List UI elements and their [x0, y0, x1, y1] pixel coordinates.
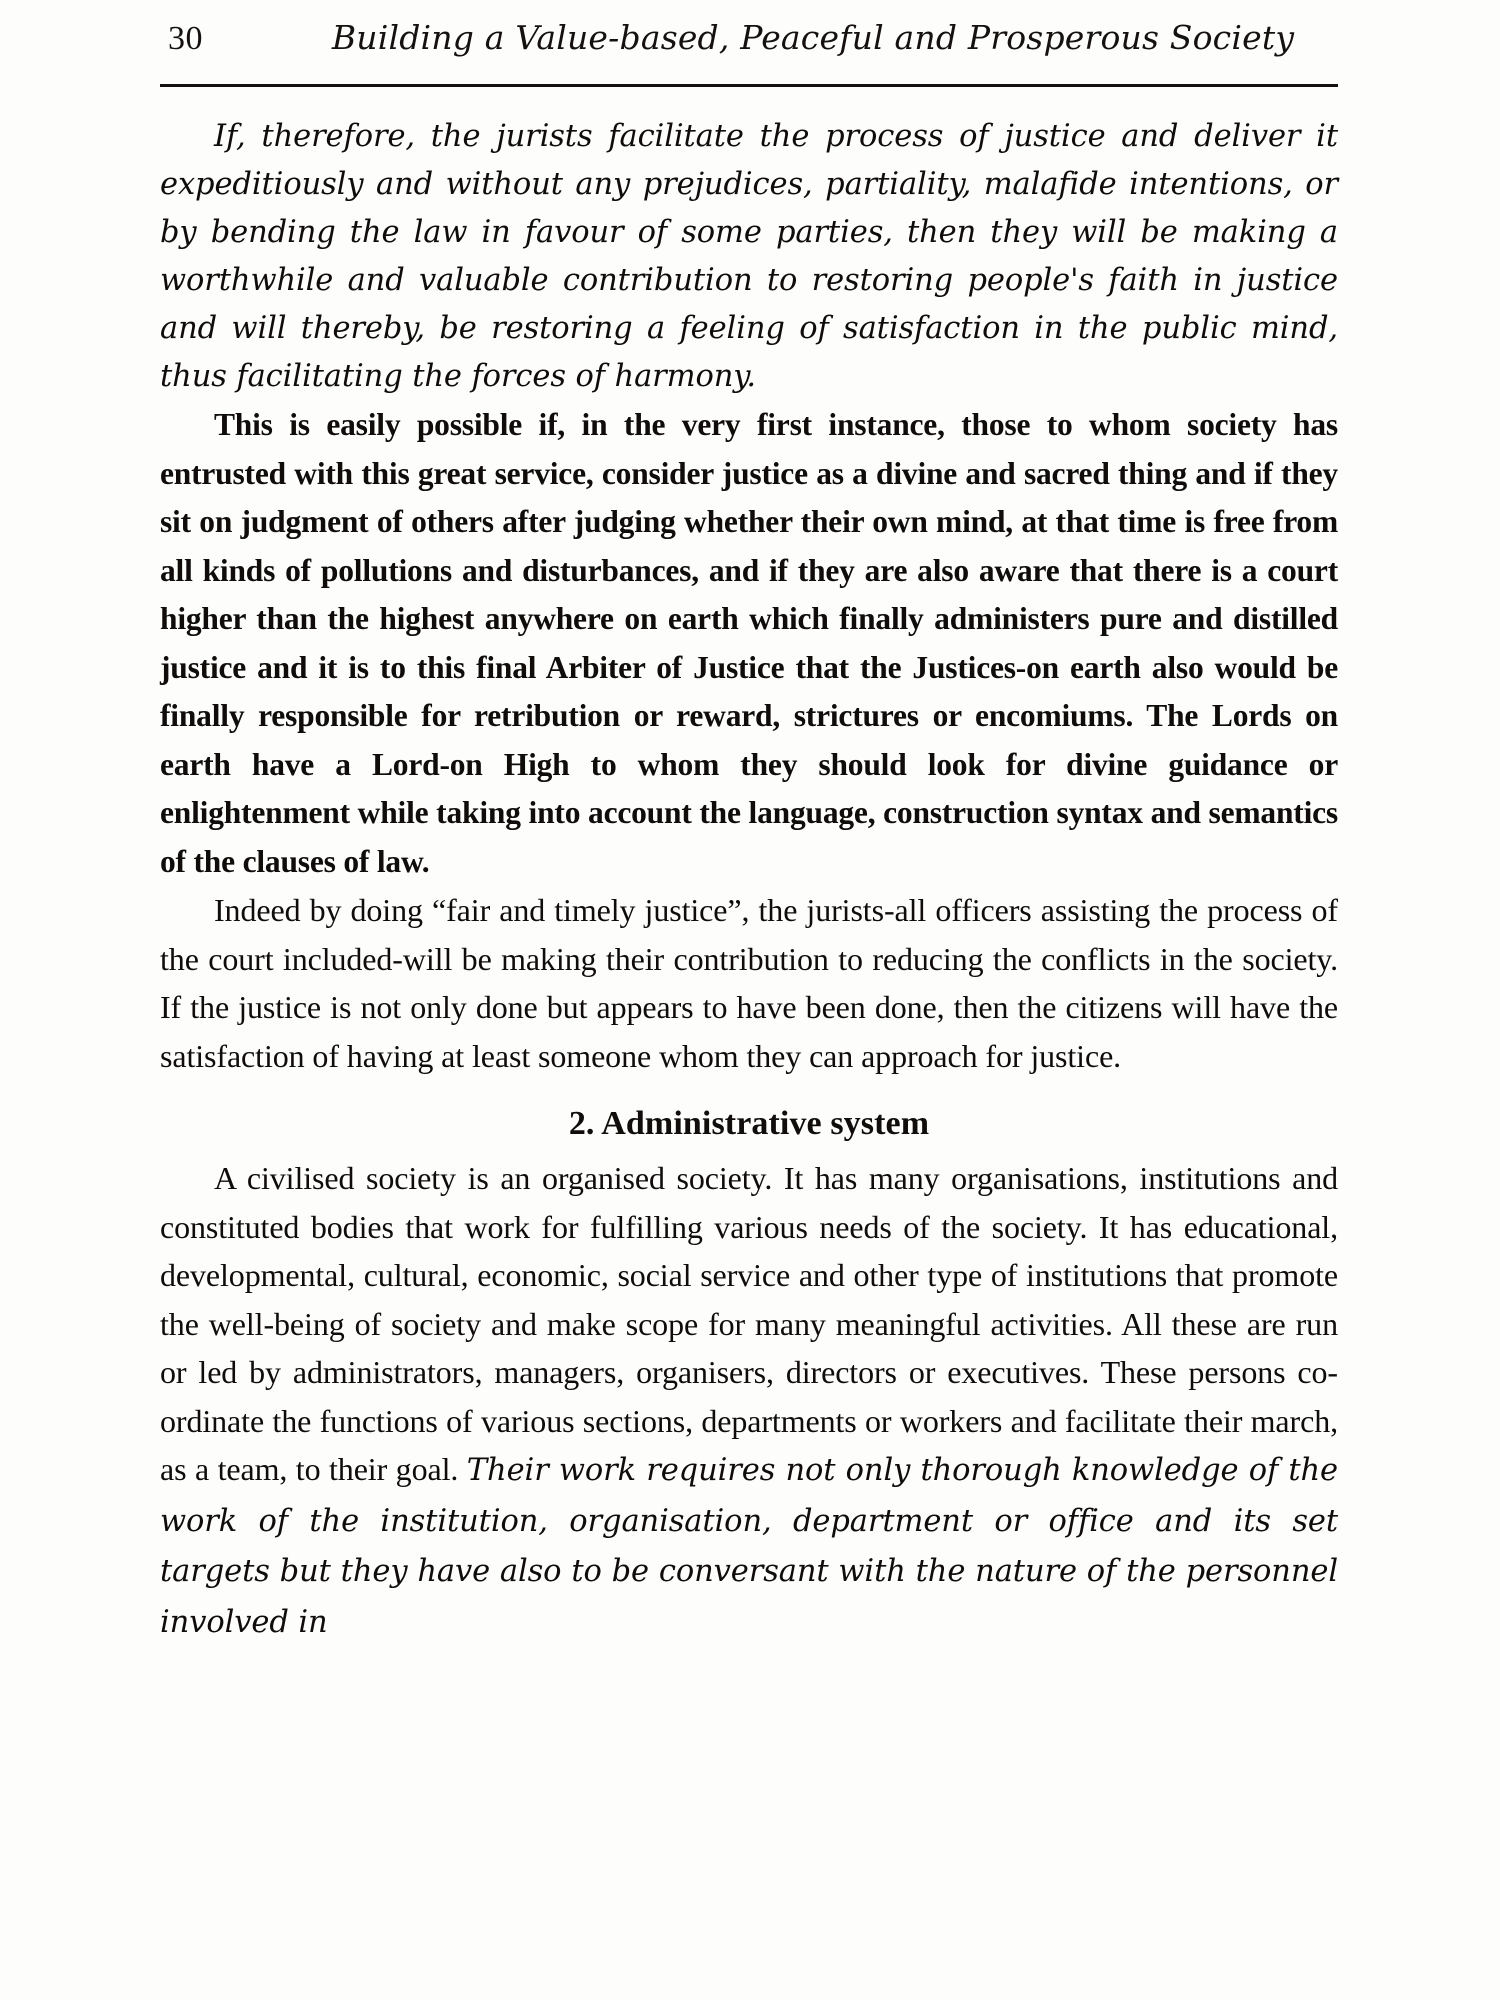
- paragraph-text: This is easily possible if, in the very first instance, those to whom society has entrusted with this great service, consider justice as a divine and sacred thing and if they sit on judgment of others after judging whether their own mind, at that time is free from all kinds of pollutions and disturbances, and if they are also aware that there is a court higher than the highest anywhere on earth which finally administers pure and distilled justice and it is to this final Arbiter of Justice that the Justices-on earth also would be finally responsible for retribution or reward, strictures or encomiums. The Lords on earth have a Lord-on High to whom they should look for divine guidance or enlightenment while taking into account the language, construction syntax and semantics of the clauses of law.: [160, 407, 1338, 879]
- paragraph-text: Indeed by doing “fair and timely justice”, the jurists-all officers assisting the process of the court included-will be making their contribution to reducing the conflicts in the society. If the justice is not only done but appears to have been done, then the citizens will have the satisfaction of having at least someone whom they can approach for justice.: [160, 892, 1338, 1074]
- running-head-title: Building a Value-based, Peaceful and Prosperous Society: [331, 18, 1295, 57]
- body-text-column: [160, 113, 1338, 1647]
- paragraph-divine-justice-bold: [160, 401, 1338, 886]
- paragraph-fair-timely-justice: [160, 886, 1338, 1080]
- header-rule: [160, 84, 1338, 87]
- paragraph-civilised-society: [160, 1154, 1338, 1647]
- section-heading-administrative-system: 2. Administrative system: [568, 1105, 930, 1142]
- paragraph-jurists-italic: [160, 113, 1338, 401]
- paragraph-text-italic-tail: Their work requires not only thorough knowledge of the work of the institution, organisation, department or office and its set targets but they have also to be conversant with the nature of the personnel involved in: [160, 1453, 1339, 1640]
- page-content-area: [160, 0, 1340, 1647]
- page-number: 30: [168, 20, 203, 57]
- page-header: [160, 0, 1340, 80]
- paragraph-text: A civilised society is an organised society. It has many organisations, institutions and constituted bodies that work for fulfilling various needs of the society. It has educational, developmental, cultural, economic, social service and other type of institutions that promote the well-being of society and make scope for many meaningful activities. All these are run or led by administrators, managers, organisers, directors or executives. These persons co-ordinate the functions of various sections, departments or workers and facilitate their march, as a team, to their goal.: [160, 1160, 1338, 1487]
- paragraph-text: If, therefore, the jurists facilitate the process of justice and deliver it expeditiously and without any prejudices, partiality, malafide intentions, or by bending the law in favour of some parties, then they will be making a worthwhile and valuable contribution to restoring people's faith in justice and will thereby, be restoring a feeling of satisfaction in the public mind, thus facilitating the forces of harmony.: [160, 119, 1338, 394]
